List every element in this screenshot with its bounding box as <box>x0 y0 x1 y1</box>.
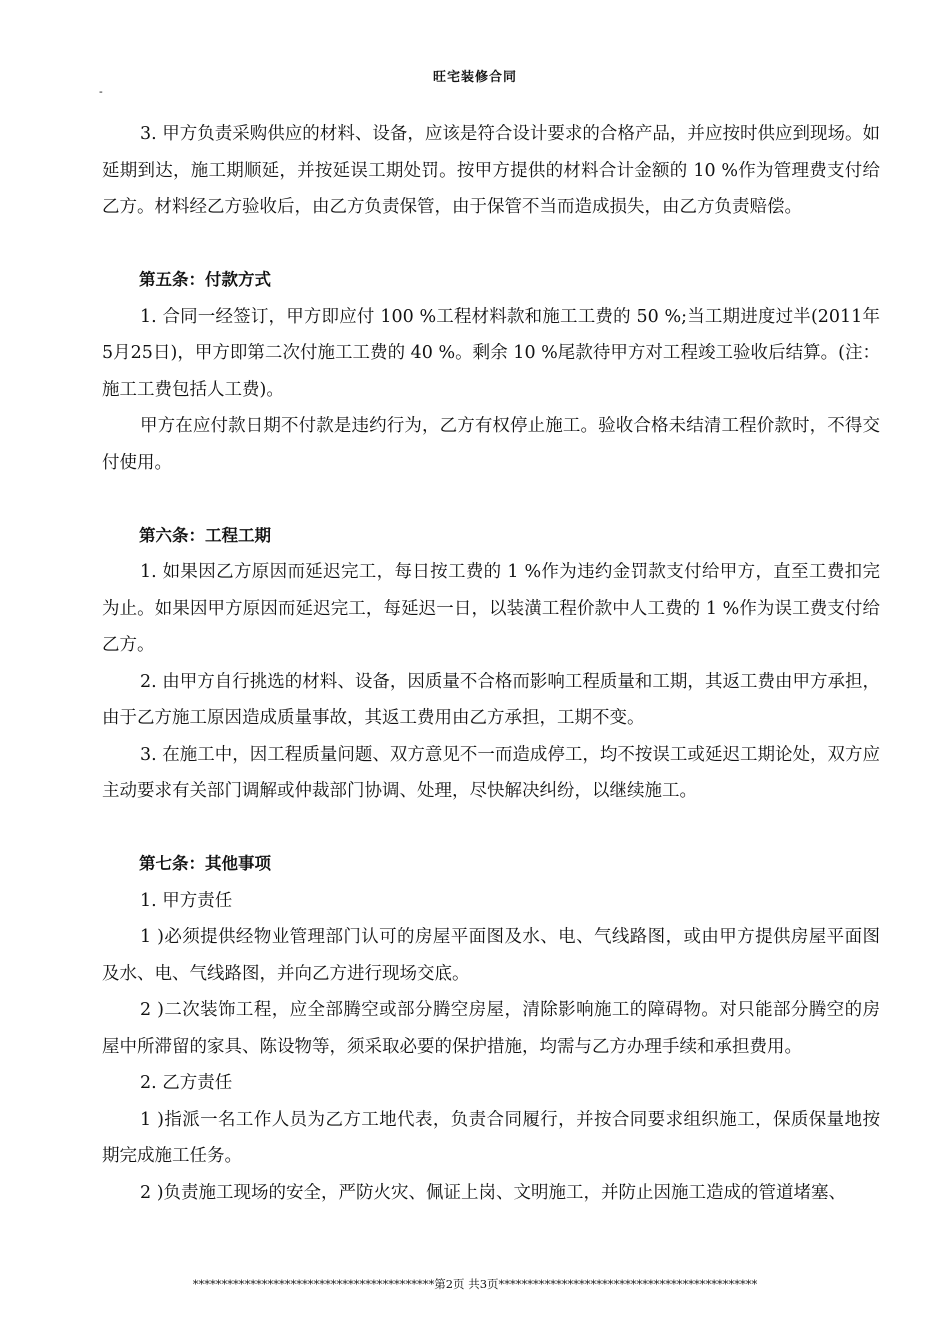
paragraph-other-1: 1. 甲方责任 <box>140 890 233 911</box>
section-6-heading: 第六条：工程工期 <box>139 525 271 545</box>
blank-line <box>102 810 880 847</box>
section-7-heading: 第七条：其他事项 <box>139 854 271 873</box>
page-footer: ******************************************第2页 共3页********************************************* <box>192 1277 758 1291</box>
paragraph-other-6: 2 )负责施工现场的安全，严防火灾、佩证上岗、文明施工，并防止因施工造成的管道堵塞、 <box>140 1182 847 1203</box>
paragraph-other-4: 2. 乙方责任 <box>140 1073 233 1093</box>
paragraph-schedule-1: 1. 如果因乙方原因而延迟完工，每日按工费的 1 %作为违约金罚款支付给甲方，直至工费扣完为止。如果因甲方原因而延迟完工，每延迟一日，以装潢工程价款中人工费的 1 %作为误工费支付给乙方。 <box>102 562 880 655</box>
paragraph-payment-2: 甲方在应付款日期不付款是违约行为，乙方有权停止施工。验收合格未结清工程价款时，不得交付使用。 <box>102 416 880 473</box>
paragraph-payment-1: 1. 合同一经签订，甲方即应付 100 %工程材料款和施工工费的 50 %;当工期进度过半(2011年5月25日)，甲方即第二次付施工工费的 40 %。剩余 10 %尾款待甲方对工程竣工验收后结算。(注：施工工费包括人工费)。 <box>102 306 880 400</box>
paragraph-other-5: 1 )指派一名工作人员为乙方工地代表，负责合同履行，并按合同要求组织施工，保质保量地按期完成施工任务。 <box>102 1109 880 1166</box>
paragraph-other-3: 2 )二次装饰工程，应全部腾空或部分腾空房屋，清除影响施工的障碍物。对只能部分腾空的房屋中所滞留的家具、陈设物等，须采取必要的保护措施，均需与乙方办理手续和承担费用。 <box>102 1000 880 1057</box>
header-mark: - <box>99 85 103 98</box>
paragraph-materials: 3. 甲方负责采购供应的材料、设备，应该是符合设计要求的合格产品，并应按时供应到现场。如延期到达，施工期顺延，并按延误工期处罚。按甲方提供的材料合计金额的 10 %作为管理费支付给乙方。材料经乙方验收后，由乙方负责保管，由于保管不当而造成损失，由乙方负责赔偿。 <box>102 124 880 217</box>
paragraph-schedule-2: 2. 由甲方自行挑选的材料、设备，因质量不合格而影响工程质量和工期，其返工费由甲方承担，由于乙方施工原因造成质量事故，其返工费用由乙方承担，工期不变。 <box>102 671 880 728</box>
blank-line <box>102 481 880 518</box>
section-5-heading: 第五条：付款方式 <box>139 270 271 289</box>
blank-line <box>102 226 880 263</box>
paragraph-schedule-3: 3. 在施工中，因工程质量问题、双方意见不一而造成停工，均不按误工或延迟工期论处，双方应主动要求有关部门调解或仲裁部门协调、处理，尽快解决纠纷，以继续施工。 <box>102 744 880 801</box>
paragraph-other-2: 1 )必须提供经物业管理部门认可的房屋平面图及水、电、气线路图，或由甲方提供房屋平面图及水、电、气线路图，并向乙方进行现场交底。 <box>102 927 880 984</box>
header-title: 旺宅装修合同 <box>432 70 517 85</box>
document-body <box>102 116 880 1211</box>
